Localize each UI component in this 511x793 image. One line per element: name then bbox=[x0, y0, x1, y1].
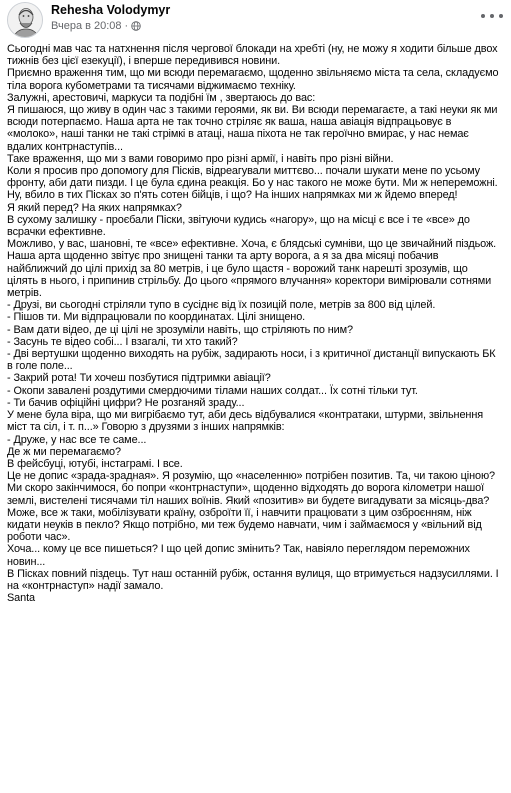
post-paragraph: Ми скоро закінчимося, бо попри «контрнаступи», щоденно відходять до ворога кілометри нашої землі, вистелені тисячами тіл наших воїнів. Який «позитив» ви будете вигадувати за місяць-два? bbox=[7, 482, 490, 507]
post-timestamp[interactable]: Вчера в 20:08 bbox=[51, 20, 122, 32]
post-paragraph: - Друже, у нас все те саме... bbox=[7, 433, 147, 446]
avatar-portrait-icon bbox=[8, 3, 43, 38]
post-paragraph: Коли я просив про допомогу для Пісків, відреагували миттєво... почали шукати мене по усьому фронту, аби дати пизди. І це була єдина реакція. Бо у нас такого не може бути. Ми ж непереможні. Ну, вбило в тих Пісках зо п'ять сотен бійців, і що? На інших напрямках ми ж йдемо вперед! bbox=[7, 165, 498, 202]
more-options-icon[interactable] bbox=[481, 10, 503, 22]
post-paragraph: Залужні, арестовичі, маркуси та подібні їм , звертаюсь до вас: bbox=[7, 91, 316, 104]
post-paragraph: У мене була віра, що ми вигрібаємо тут, аби десь відбувалися «контратаки, штурми, звільнення міст та сіл, і т. п...» Говорю з друзями з інших напрямків: bbox=[7, 409, 484, 434]
post-paragraph: Я пишаюся, що живу в один час з такими героями, як ви. Ви всюди перемагаєте, а такі неуки як ми всюди потерпаємо. Наша арта не так точно стріляє як ваша, наша авіація відпрацьовує в «молоко», наші танки не такі стрімкі в атаці, наша піхота не так героїчно вмирає, у нас немає вдалих контрнаступів... bbox=[7, 104, 498, 153]
post-paragraph: Сьогодні мав час та натхнення після чергової блокади на хребті (ну, не можу я ходити більше двох тижнів без цієї езекуції), і вперше передивився новини. bbox=[7, 43, 498, 68]
post-paragraph: - Друзі, ви сьогодні стріляли тупо в сусіднє від їх позицій поле, метрів за 800 від цілей. bbox=[7, 299, 436, 312]
post-signature: Santa bbox=[7, 592, 35, 605]
post-paragraph: Приємно враження тим, що ми всюди перемагаємо, щоденно звільняємо міста та села, складуємо тіла ворога кубометрами та тисячами віджимаємо техніку. bbox=[7, 67, 499, 92]
author-avatar[interactable] bbox=[7, 2, 43, 38]
post-paragraph: Можливо, у вас, шановні, те «все» ефективне. Хоча, є блядські сумніви, що це звичайний пiздьож. bbox=[7, 238, 497, 251]
post-paragraph: В Пісках повний піздець. Тут наш останній рубіж, остання вулиця, що втримується надзусиллями. І на «контрнаступ» надії замало. bbox=[7, 567, 499, 592]
post-paragraph: - Закрий рота! Ти хочеш позбутися підтримки авіації? bbox=[7, 372, 271, 385]
post-paragraph: В сухому залишку - проєбали Піски, звітуючи кудись «нагору», що на місці є все і те «все» до всрачки ефективне. bbox=[7, 213, 470, 239]
post-paragraph: - Пішов ти. Ми відпрацювали по координатах. Цілі знищено. bbox=[7, 311, 306, 324]
post-paragraph: - Засунь те відео собі... І взагалі, ти хто такий? bbox=[7, 335, 238, 348]
post-paragraph: - Дві вертушки щоденно виходять на рубіж, задирають носи, і з критичної дистанції випускають БК в голе поле... bbox=[7, 348, 496, 373]
post-paragraph: - Вам дати відео, де ці цілі не зрозуміли навіть, що стріляють по ним? bbox=[7, 323, 354, 336]
meta-separator: · bbox=[124, 20, 129, 32]
post-paragraph: Наша арта щоденно звітує про знищені танки та арту ворога, а я за два місяці побачив найближчий до цілі прихід за 80 метрів, і це було щастя - ворожий танк нарешті зрозумів, що цілять в нього, і припинив стрільбу. До цього «прямого влучання» коректори вимірювали сотнями метрів. bbox=[7, 250, 492, 300]
post-paragraph: - Окопи завалені роздутими смердючими тілами наших солдат... Їх сотні тільки тут. bbox=[7, 384, 418, 397]
post-paragraph: - Ти бачив офіційні цифри? Не розганяй зраду... bbox=[7, 396, 245, 409]
post-paragraph: Таке враження, що ми з вами говоримо про різні армії, і навіть про різні війни. bbox=[7, 152, 394, 165]
post-paragraph: Де ж ми перемагаємо? bbox=[7, 445, 121, 458]
post-meta bbox=[51, 20, 141, 32]
post-text bbox=[7, 43, 501, 604]
post-paragraph: Хоча... кому це все пишеться? І що цей допис змінить? Так, навіяло переглядом переможних новин... bbox=[7, 543, 470, 568]
post-paragraph: Я який перед? На яких напрямках? bbox=[7, 201, 182, 214]
post-header bbox=[0, 0, 511, 38]
author-name[interactable]: Rehesha Volodymyr bbox=[51, 3, 171, 17]
post-paragraph: Може, все ж таки, мобілізувати країну, озброїти її, і навчити працювати з цим озброєнням, ніж кидати неуків в пекло? Якщо потрібно, ми теж будемо навчати, чим і займаємося у «вільний від роботи час». bbox=[7, 506, 482, 544]
post-paragraph: Це не допис «зрада-зрадная». Я розумію, що «населенню» потрібен позитив. Та, чи такою ціною? bbox=[7, 470, 495, 483]
globe-icon bbox=[131, 21, 141, 31]
post-paragraph: В фейсбуці, ютубі, інстаграмі. І все. bbox=[7, 457, 183, 470]
